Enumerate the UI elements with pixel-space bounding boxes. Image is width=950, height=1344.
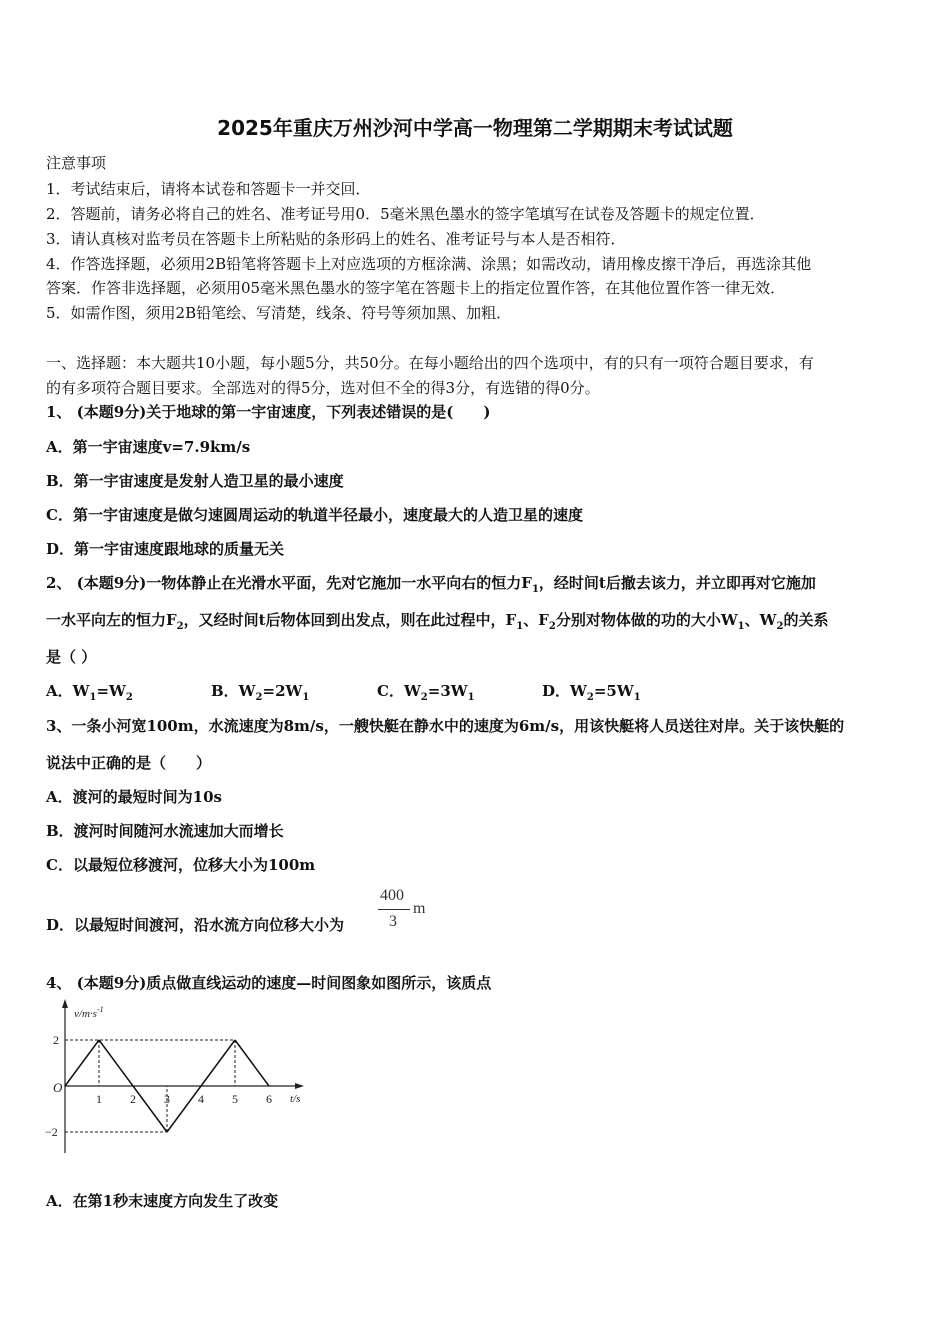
fraction-unit: m xyxy=(413,900,426,917)
y-axis-label: $v/m\cdot s^{-1}$ xyxy=(74,1005,104,1020)
series-segment-0 xyxy=(65,1040,99,1086)
note-item: 5．如需作图，须用2B铅笔绘、写清楚，线条、符号等须加黑、加粗． xyxy=(46,304,512,322)
q3-option-b: B．渡河时间随河水流速加大而增长 xyxy=(46,822,284,840)
q1-option-b: B．第一宇宙速度是发射人造卫星的最小速度 xyxy=(46,472,344,490)
fraction-bar xyxy=(378,909,410,910)
x-tick-label: 4 xyxy=(198,1092,204,1106)
fraction-denominator: 3 xyxy=(389,913,397,930)
series-segment-5 xyxy=(235,1040,269,1086)
x-tick-label: 5 xyxy=(232,1092,238,1106)
x-tick-label: 1 xyxy=(96,1092,102,1106)
q3-option-a: A．渡河的最短时间为10s xyxy=(46,788,222,806)
question-3-stem-line2: 说法中正确的是（ ） xyxy=(46,754,212,772)
x-axis-label: t/s xyxy=(290,1093,301,1105)
question-2-stem-line1: 2、 (本题9分)一物体静止在光滑水平面，先对它施加一水平向右的恒力$F_1$，经时间t后撤去该力，并立即再对它施加 xyxy=(46,574,816,595)
note-item: 2．答题前，请务必将自己的姓名、准考证号用0．5毫米黑色墨水的签字笔填写在试卷及答题卡的规定位置． xyxy=(46,205,765,223)
series-segment-4 xyxy=(201,1040,235,1086)
y-tick-label: −2 xyxy=(45,1125,58,1139)
note-item: 答案．作答非选择题，必须用05毫米黑色墨水的签字笔在答题卡上的指定位置作答，在其他位置作答一律无效． xyxy=(46,279,786,297)
q2-option-b: B．$W_2=2W_1$ xyxy=(211,682,310,703)
page-title: 2025年重庆万州沙河中学高一物理第二学期期末考试试题 xyxy=(217,116,733,140)
question-4-stem: 4、 (本题9分)质点做直线运动的速度—时间图象如图所示，该质点 xyxy=(46,974,492,992)
section-instructions: 的有多项符合题目要求。全部选对的得5分，选对但不全的得3分，有选错的得0分。 xyxy=(46,379,600,397)
note-item: 4．作答选择题，必须用2B铅笔将答题卡上对应选项的方框涂满、涂黑；如需改动，请用橡皮擦干净后，再选涂其他 xyxy=(46,255,812,273)
q4-option-a: A．在第1秒末速度方向发生了改变 xyxy=(46,1192,279,1210)
question-2-stem-line2: 一水平向左的恒力$F_2$，又经时间t后物体回到出发点，则在此过程中，$F_1$、$F_2$分别对物体做的功的大小$W_1$、$W_2$的关系 xyxy=(46,611,829,632)
question-3-stem-line1: 3、一条小河宽100m，水流速度为8m/s，一艘快艇在静水中的速度为6m/s，用该快艇将人员送往对岸。关于该快艇的 xyxy=(46,717,845,735)
section-instructions: 一、选择题：本大题共10小题，每小题5分，共50分。在每小题给出的四个选项中，有的只有一项符合题目要求，有 xyxy=(46,354,814,372)
q3-option-c: C．以最短位移渡河，位移大小为100m xyxy=(46,856,316,874)
velocity-time-graph xyxy=(44,995,314,1160)
q2-option-c: C．$W_2=3W_1$ xyxy=(377,682,475,703)
fraction-numerator: 400 xyxy=(380,887,404,904)
x-axis-arrow xyxy=(295,1083,304,1089)
note-item: 3．请认真核对监考员在答题卡上所粘贴的条形码上的姓名、准考证号与本人是否相符． xyxy=(46,230,626,248)
q3-option-d: D．以最短时间渡河，沿水流方向位移大小为 xyxy=(46,916,345,934)
q1-option-a: A．第一宇宙速度v=7.9km/s xyxy=(46,438,251,456)
series-segment-1 xyxy=(99,1040,133,1086)
question-2-stem-line3: 是（ ） xyxy=(46,648,97,666)
x-tick-label: 6 xyxy=(266,1092,272,1106)
q1-option-d: D．第一宇宙速度跟地球的质量无关 xyxy=(46,540,285,558)
q2-option-d: D．$W_2=5W_1$ xyxy=(542,682,641,703)
y-tick-label: 2 xyxy=(53,1033,59,1047)
x-tick-label: 2 xyxy=(130,1092,136,1106)
origin-label: O xyxy=(53,1080,63,1095)
notes-heading: 注意事项 xyxy=(46,154,107,172)
series-segment-2 xyxy=(133,1086,167,1132)
q2-option-a: A．$W_1=W_2$ xyxy=(46,682,133,703)
question-1-stem: 1、 (本题9分)关于地球的第一宇宙速度，下列表述错误的是( ) xyxy=(46,403,491,421)
x-tick-label: 3 xyxy=(164,1092,170,1106)
q1-option-c: C．第一宇宙速度是做匀速圆周运动的轨道半径最小，速度最大的人造卫星的速度 xyxy=(46,506,583,524)
note-item: 1．考试结束后，请将本试卷和答题卡一并交回． xyxy=(46,180,371,198)
series-segment-3 xyxy=(167,1086,201,1132)
y-axis-arrow xyxy=(62,999,68,1008)
